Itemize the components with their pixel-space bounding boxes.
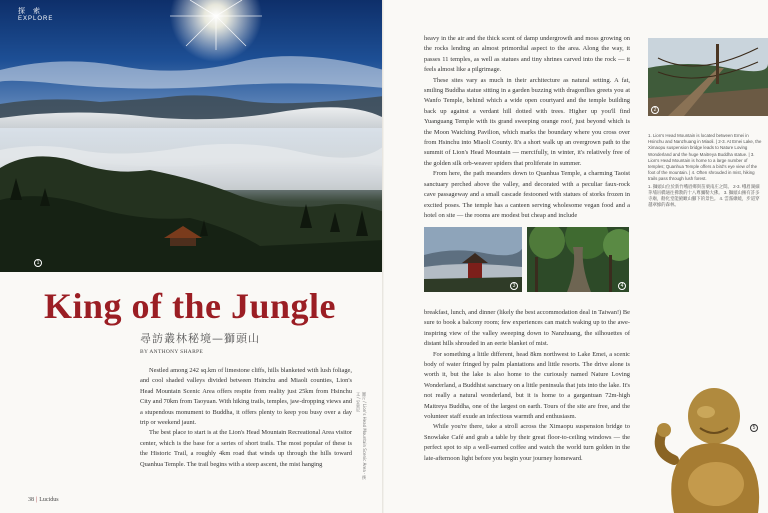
paragraph: For something a little different, head 8km northwest to Lake Emei, a scenic body of water fringed by palm plantations and little resorts. The drive alone is worth it, but the lake is also home to the curiously named Nature Loving Wonderland, a Buddhist sanctuary on a little peninsula that juts into the lake. It's not really a natural wonderland, but it is home to a gargantuan 72m-high Maitreya Buddha, one of the largest on earth. Tours of the site are free, and the volunteer staff exude an infectious warmth and enthusiasm. bbox=[424, 350, 630, 421]
left-body-column bbox=[140, 366, 352, 470]
section-tag-en: EXPLORE bbox=[18, 16, 54, 22]
photo-suspension-bridge bbox=[648, 38, 768, 116]
caption-zh: 1. 獅頭山位於新竹峨眉鄉與苗栗南庄之間。 2-3. 峨眉湖細茅埔吊橋通往佛教的十八尊彌勒大佛。 3. 獅頭山擁有許多寺廟，勸化堂能俯瞰山腳下的景色。 4. 雲霧繚繞，步道穿越翠綠的森林。 bbox=[648, 183, 760, 208]
paragraph: Nestled among 242 sq.km of limestone cliffs, hills blanketed with lush foliage, and cool shaded valleys divided between Hsinchu and Miaoli counties, Lion's Head Mountain Scenic Area offers respite from reality just 25km from Hsinchu City and 70km from Taoyuan. With hiking trails, temples, jaw-dropping views and a stupendous monument to Buddha, it offers plenty to keep you busy over a day trip or weekend jaunt. bbox=[140, 367, 352, 427]
paragraph: heavy in the air and the thick scent of damp undergrowth and moss growing on the rocks lending an almost primordial aspect to the area. Along the way, it passes 11 temples, as well as statues and tiny shrines carved into the rock — it feels almost like a pilgrimage. bbox=[424, 35, 630, 74]
right-body-column-bottom bbox=[424, 308, 630, 464]
forest-illustration bbox=[527, 227, 629, 292]
article-title: King of the Jungle bbox=[44, 286, 337, 326]
article-subtitle-zh: 尋訪叢林秘境—獅頭山 bbox=[140, 332, 260, 345]
right-page bbox=[384, 0, 768, 513]
paragraph: The best place to start is at the Lion's Head Mountain Recreational Area visitor center, which is the base for a series of short trails. The most popular of these is the Historic Trail, a roughly 4km road that winds up through the hills toward Quanhua Temple. The trail begins with a steep ascent, the mist hanging bbox=[140, 429, 352, 468]
caption-en: 1. Lion's Head Mountain is located between Emei in Hsinchu and Nanzhuang in Miaoli. | 2-3. At Emei Lake, the Ximaopu suspension bridge leads to Nature Loving Wonderland and the huge Maitreya Buddha statue. | 3. Lion's Head Mountain is home to a large number of temples; Quanhua Temple offers a bird's eye view of the foot of the mountain. | 4. Often shrouded in mist, hiking trails pass through lush forest. bbox=[648, 133, 762, 182]
photo-temple-pavilion bbox=[424, 227, 522, 292]
hero-photo-sea-of-clouds bbox=[0, 0, 384, 272]
photo-number-1: 1 bbox=[34, 259, 42, 267]
buddha-illustration bbox=[634, 372, 768, 513]
photo-number-2: 2 bbox=[651, 106, 659, 114]
photo-number-3: 3 bbox=[510, 282, 518, 290]
magazine-name: Lucidus bbox=[39, 497, 59, 503]
section-tag-zh: 探 索 bbox=[18, 8, 43, 15]
right-body-column-top bbox=[424, 34, 630, 221]
section-tag bbox=[18, 6, 53, 22]
photo-forest-trail bbox=[527, 227, 629, 292]
photo-maitreya-buddha bbox=[634, 372, 768, 513]
photo-captions bbox=[648, 133, 762, 209]
high-clouds bbox=[0, 56, 384, 88]
bridge-illustration bbox=[648, 38, 768, 116]
photo-number-4: 4 bbox=[618, 282, 626, 290]
paragraph: breakfast, lunch, and dinner (likely the best accommodation deal in Taiwan!) Be sure to book a balcony room; few experiences can match waking up to the awe-inspiring view of the valley sweeping down to Nanzhuang, the silhouettes of distant hills shrouded in an eerie blanket of mist. bbox=[424, 309, 630, 348]
paragraph: While you're there, take a stroll across the Ximaopu suspension bridge to Snowlake Café and grab a table by their great floor-to-ceiling windows — the perfect spot to sip a well-earned coffee and watch the world turn golden in the late-afternoon light before you begin your journey homeward. bbox=[424, 423, 630, 462]
byline: BY ANTHONY SHARPE bbox=[140, 349, 204, 355]
folio-divider: | bbox=[36, 497, 38, 503]
pavilion-illustration bbox=[424, 227, 522, 292]
hero-photo-illustration bbox=[0, 0, 384, 272]
paragraph: From here, the path meanders down to Quanhua Temple, a charming Taoist sanctuary perched above the valley, and decorated with a peculiar faux-rock cave passageway and a small cascade festooned with statues of storks frozen in excited poses. The temple has a canteen serving wholesome vegan food and a hotel on site — the rooms are modest but cheap and include bbox=[424, 170, 630, 219]
paragraph: These sites vary as much in their architecture as natural setting. A fat, smiling Buddha statue sitting in a garden buzzing with dragonflies greets you at Wanfo Temple, behind which a wide open courtyard and the temple building back up against a verdant hill dotted with trees. Higher up you'll find Yuanguang Temple with its grand sweeping orange roof, just beyond which is the Moon Watching Pavilion, which marks the boundary where you cross over from Hsinchu into Miaoli County. It's a short walk up an overgrown path to the summit of Lion's Head Mountain — mercifully, in winter, it's relatively free of the golden silk orb-weaver spiders that proliferate in summer. bbox=[424, 76, 630, 167]
folio bbox=[28, 497, 59, 503]
photo-number-5: 5 bbox=[750, 424, 758, 432]
page-number: 38 bbox=[28, 497, 34, 503]
vertical-credit: 圖片 / Lion's Head Mountain Scenic Area · 撰文 / 安東尼 bbox=[356, 392, 367, 480]
